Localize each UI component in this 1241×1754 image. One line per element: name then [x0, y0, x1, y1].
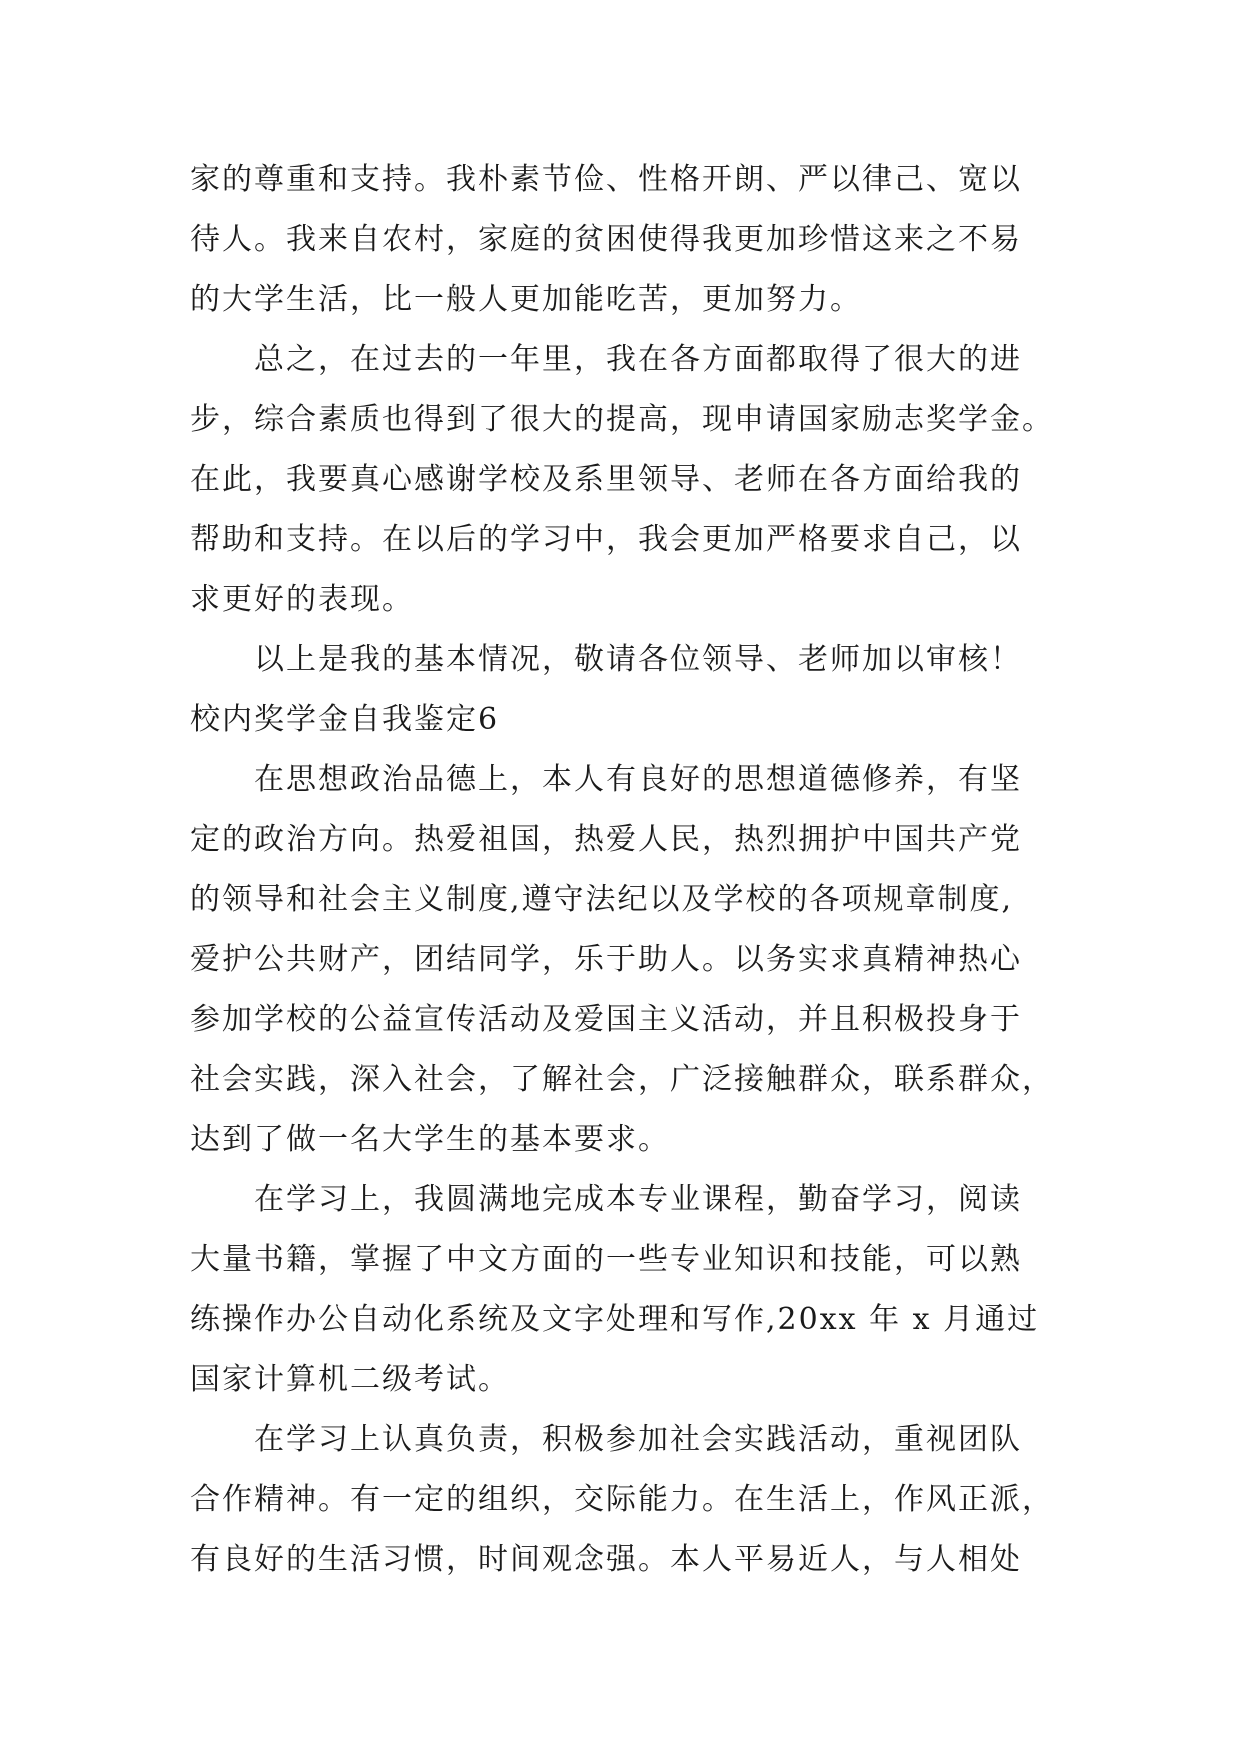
paragraph-2-line-1: 总之，在过去的一年里，我在各方面都取得了很大的进: [254, 342, 1022, 377]
document-page: [190, 150, 1054, 1590]
paragraph-5-line-2: 大量书籍，掌握了中文方面的一些专业知识和技能，可以熟: [190, 1242, 1022, 1277]
paragraph-2-line-4: 帮助和支持。在以后的学习中，我会更加严格要求自己，以: [190, 522, 1022, 557]
paragraph-3-line-1: 以上是我的基本情况，敬请各位领导、老师加以审核！: [254, 642, 1022, 677]
paragraph-6-line-2: 合作精神。有一定的组织，交际能力。在生活上，作风正派，: [190, 1482, 1054, 1517]
paragraph-2-line-5: 求更好的表现。: [190, 582, 414, 617]
paragraph-5-line-3: 练操作办公自动化系统及文字处理和写作,20xx 年 x 月通过: [190, 1302, 1040, 1337]
paragraph-4-line-6: 社会实践，深入社会，了解社会，广泛接触群众，联系群众，: [190, 1062, 1054, 1097]
paragraph-4-line-5: 参加学校的公益宣传活动及爱国主义活动，并且积极投身于: [190, 1002, 1022, 1037]
paragraph-1-line-3: 的大学生活，比一般人更加能吃苦，更加努力。: [190, 282, 862, 317]
paragraph-4-line-1: 在思想政治品德上，本人有良好的思想道德修养，有坚: [254, 762, 1022, 797]
paragraph-4-line-7: 达到了做一名大学生的基本要求。: [190, 1122, 670, 1157]
paragraph-1-line-2: 待人。我来自农村，家庭的贫困使得我更加珍惜这来之不易: [190, 222, 1022, 257]
section-heading: 校内奖学金自我鉴定6: [190, 702, 500, 737]
paragraph-1-line-1: 家的尊重和支持。我朴素节俭、性格开朗、严以律己、宽以: [190, 162, 1022, 197]
paragraph-2-line-3: 在此，我要真心感谢学校及系里领导、老师在各方面给我的: [190, 462, 1022, 497]
paragraph-4-line-3: 的领导和社会主义制度,遵守法纪以及学校的各项规章制度,: [190, 882, 1014, 917]
paragraph-4-line-2: 定的政治方向。热爱祖国，热爱人民，热烈拥护中国共产党: [190, 822, 1022, 857]
paragraph-5-line-1: 在学习上，我圆满地完成本专业课程，勤奋学习，阅读: [254, 1182, 1022, 1217]
paragraph-2-line-2: 步，综合素质也得到了很大的提高，现申请国家励志奖学金。: [190, 402, 1054, 437]
paragraph-4-line-4: 爱护公共财产，团结同学，乐于助人。以务实求真精神热心: [190, 942, 1022, 977]
paragraph-5-line-4: 国家计算机二级考试。: [190, 1362, 510, 1397]
paragraph-6-line-1: 在学习上认真负责，积极参加社会实践活动，重视团队: [254, 1422, 1022, 1457]
paragraph-6-line-3: 有良好的生活习惯，时间观念强。本人平易近人，与人相处: [190, 1542, 1022, 1577]
